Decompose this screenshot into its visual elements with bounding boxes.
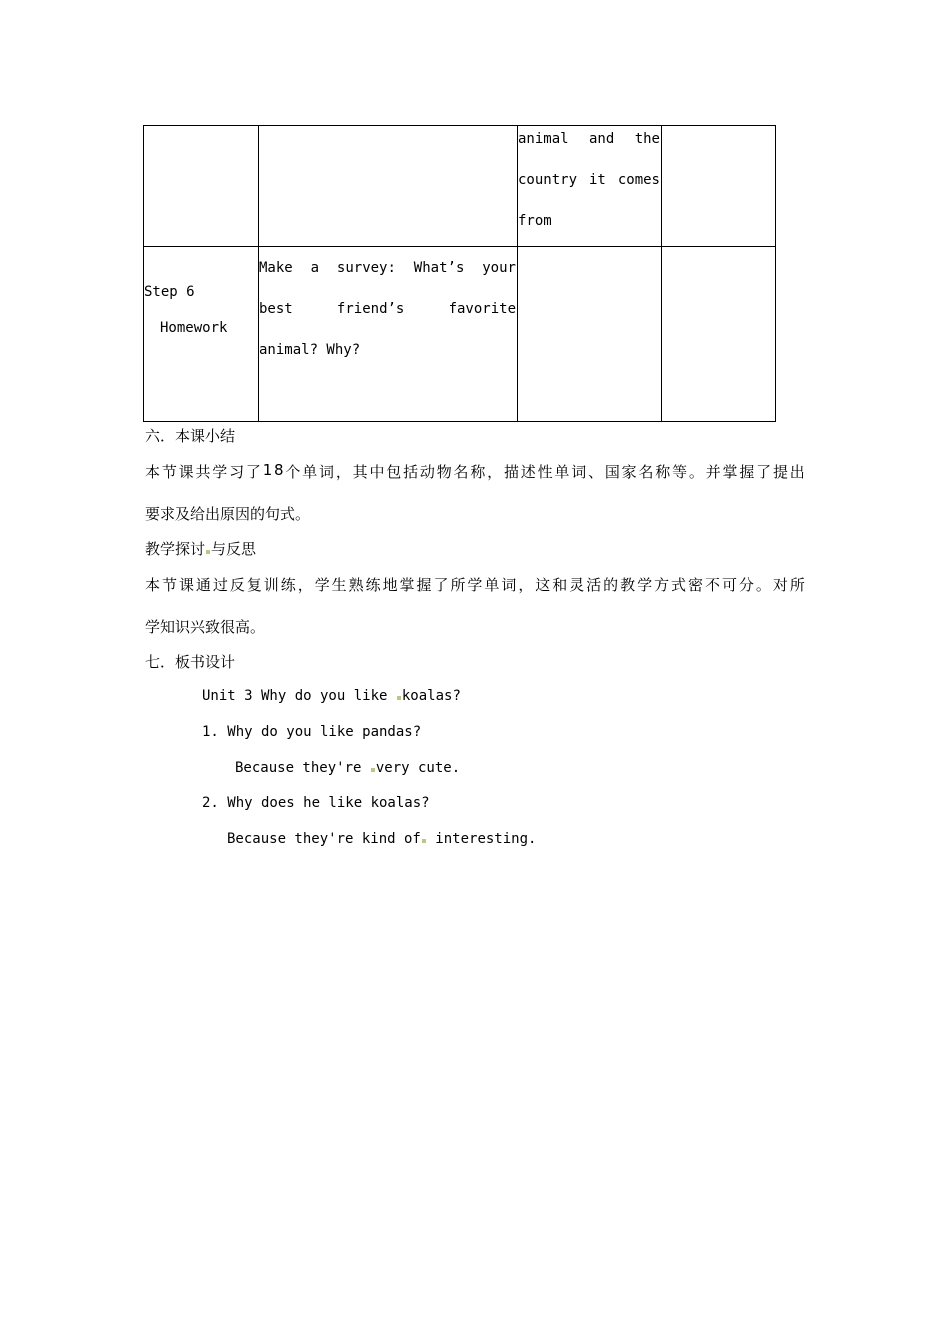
paragraph-char: 地	[382, 576, 398, 594]
paragraph-line	[145, 574, 805, 595]
paragraph-char: 8	[274, 461, 284, 479]
step-cell	[144, 247, 258, 422]
board-text: interesting.	[426, 831, 537, 847]
cell-word: your	[482, 260, 516, 276]
cell-word: the	[634, 131, 660, 147]
cell-word: animal	[518, 131, 569, 147]
table-row	[144, 247, 775, 422]
lesson-plan-table	[143, 125, 776, 422]
cell-word: country	[518, 172, 578, 188]
paragraph-char: 课	[178, 576, 194, 594]
paragraph-char: 动	[419, 463, 435, 481]
table-cell	[258, 126, 517, 246]
paragraph-char: 学	[637, 576, 653, 594]
heading-text: 教学探讨	[145, 540, 206, 558]
board-question: 2. Why does he like koalas?	[202, 795, 430, 811]
cell-word: comes	[617, 172, 660, 188]
paragraph-char: 可	[721, 576, 737, 594]
paragraph-char: 式	[671, 576, 687, 594]
paragraph-char: 灵	[569, 576, 585, 594]
paragraph-char: 教	[620, 576, 636, 594]
paragraph-char: 对	[772, 576, 788, 594]
edit-marker-icon	[371, 768, 375, 772]
paragraph-char: 练	[280, 576, 296, 594]
paragraph-char: ，	[335, 463, 351, 481]
paragraph-char: 1	[262, 461, 273, 479]
board-answer	[227, 831, 536, 847]
cell-text-line	[518, 126, 660, 167]
cell-word: animal? Why?	[259, 342, 361, 358]
cell-text-line	[259, 255, 516, 296]
paragraph-char: 本	[145, 463, 161, 481]
heading-text: 与反思	[211, 540, 257, 558]
paragraph-char: 过	[212, 576, 228, 594]
paragraph-char: 所	[789, 576, 805, 594]
board-text: koalas?	[401, 688, 461, 704]
paragraph-char: 单	[554, 463, 570, 481]
table-cell	[661, 247, 775, 422]
paragraph-char: 练	[365, 576, 381, 594]
table-cell	[517, 247, 661, 422]
table-cell	[661, 126, 775, 246]
paragraph-char: 称	[655, 463, 671, 481]
paragraph-char: 提	[772, 463, 788, 481]
paragraph-char: 了	[245, 463, 261, 481]
edit-marker-icon	[422, 839, 426, 843]
paragraph-char: 名	[638, 463, 654, 481]
paragraph-char: 个	[285, 463, 301, 481]
paragraph-char: 了	[756, 463, 772, 481]
edit-marker-icon	[397, 696, 401, 700]
paragraph-char: 其	[352, 463, 368, 481]
paragraph-char: 和	[552, 576, 568, 594]
board-text: very cute.	[375, 760, 461, 776]
paragraph-char: 掌	[722, 463, 738, 481]
cell-word: from	[518, 213, 552, 229]
paragraph-char: 家	[621, 463, 637, 481]
paragraph-char: 物	[436, 463, 452, 481]
paragraph-char: 掌	[399, 576, 415, 594]
table-cell-content	[517, 126, 661, 249]
paragraph-line	[145, 461, 805, 482]
cell-word: Make	[259, 260, 293, 276]
step-name: Homework	[160, 320, 228, 336]
paragraph-char: 握	[416, 576, 432, 594]
paragraph-char: ，	[518, 576, 534, 594]
section-heading: 六．本课小结	[145, 427, 236, 445]
paragraph-char: 名	[453, 463, 469, 481]
paragraph-char: 述	[520, 463, 536, 481]
cell-word: What’s	[413, 260, 465, 276]
paragraph-char: 的	[603, 576, 619, 594]
paragraph-char: 复	[246, 576, 262, 594]
paragraph-char: 不	[704, 576, 720, 594]
paragraph-char: 学	[314, 576, 330, 594]
paragraph-char: 、	[588, 463, 604, 481]
board-question: 1. Why do you like pandas?	[202, 724, 422, 740]
board-unit-title	[202, 688, 461, 704]
paragraph-char: 学	[467, 576, 483, 594]
cell-word: best	[259, 301, 293, 317]
cell-text-line	[518, 208, 660, 249]
paragraph-char: 通	[195, 576, 211, 594]
paragraph-line: 学知识兴致很高。	[145, 618, 266, 636]
paragraph-char: 这	[535, 576, 551, 594]
cell-word: survey:	[336, 260, 396, 276]
paragraph-char: 节	[161, 463, 177, 481]
paragraph-char: 词	[501, 576, 517, 594]
cell-word: it	[589, 172, 606, 188]
paragraph-char: 反	[229, 576, 245, 594]
paragraph-char: ，	[297, 576, 313, 594]
section-heading	[145, 538, 256, 559]
paragraph-char: 分	[738, 576, 754, 594]
paragraph-char: 。	[688, 463, 704, 481]
paragraph-char: 称	[470, 463, 486, 481]
board-text: Because they're	[235, 760, 370, 776]
paragraph-char: 握	[739, 463, 755, 481]
paragraph-char: 性	[537, 463, 553, 481]
paragraph-char: 课	[178, 463, 194, 481]
paragraph-char: 训	[263, 576, 279, 594]
board-answer	[235, 760, 460, 776]
paragraph-char: 节	[161, 576, 177, 594]
paragraph-char: 等	[672, 463, 688, 481]
board-text: Because they're kind of	[227, 831, 421, 847]
paragraph-char: 共	[195, 463, 211, 481]
cell-word: friend’s	[336, 301, 405, 317]
table-row	[144, 126, 775, 247]
paragraph-char: 熟	[348, 576, 364, 594]
paragraph-char: 习	[229, 463, 245, 481]
paragraph-char: 所	[450, 576, 466, 594]
paragraph-char: 并	[705, 463, 721, 481]
cell-text-block	[259, 255, 516, 378]
paragraph-char: 单	[484, 576, 500, 594]
paragraph-char: 包	[386, 463, 402, 481]
paragraph-char: 出	[789, 463, 805, 481]
paragraph-char: 。	[755, 576, 771, 594]
paragraph-char: 本	[145, 576, 161, 594]
paragraph-char: 国	[604, 463, 620, 481]
cell-word: and	[588, 131, 615, 147]
paragraph-char: 生	[331, 576, 347, 594]
paragraph-char: ，	[487, 463, 503, 481]
edit-marker-icon	[206, 550, 210, 554]
paragraph-line: 要求及给出原因的句式。	[145, 505, 311, 523]
paragraph-char: 括	[403, 463, 419, 481]
cell-text-line	[259, 337, 516, 378]
cell-text-block	[518, 126, 660, 249]
cell-word: a	[310, 260, 320, 276]
cell-text-line	[518, 167, 660, 208]
paragraph-char: 中	[369, 463, 385, 481]
section-heading: 七．板书设计	[145, 653, 236, 671]
step-label: Step 6	[144, 284, 195, 300]
cell-text-line	[259, 296, 516, 337]
activity-cell	[258, 255, 517, 378]
paragraph-char: 学	[212, 463, 228, 481]
paragraph-char: 了	[433, 576, 449, 594]
cell-word: favorite	[448, 301, 516, 317]
paragraph-char: 词	[319, 463, 335, 481]
paragraph-char: 密	[688, 576, 704, 594]
table-cell	[144, 126, 258, 246]
paragraph-char: 单	[302, 463, 318, 481]
paragraph-char: 方	[654, 576, 670, 594]
board-text: Unit 3 Why do you like	[202, 688, 396, 704]
paragraph-char: 活	[586, 576, 602, 594]
paragraph-char: 描	[503, 463, 519, 481]
paragraph-char: 词	[571, 463, 587, 481]
